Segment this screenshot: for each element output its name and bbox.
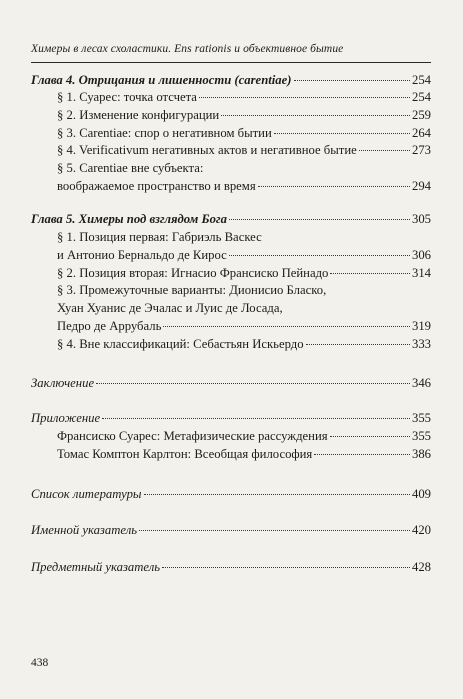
toc-page-number: 409 — [411, 487, 431, 501]
toc-part-entry — [31, 410, 431, 428]
toc-entry-title: § 5. Carentiae вне субъекта: — [57, 161, 204, 175]
toc-section-entry — [31, 318, 431, 336]
toc-entry-title: Заключение — [31, 376, 95, 390]
toc-page-number: 355 — [411, 429, 431, 443]
toc-entry-title: § 1. Позиция первая: Габриэль Васкес — [57, 230, 262, 244]
toc-section-entry — [31, 336, 431, 354]
toc-section-entry — [31, 125, 431, 143]
toc-page-number: 355 — [411, 411, 431, 425]
toc-chapter-entry — [31, 72, 431, 90]
toc-section-entry — [31, 265, 431, 283]
toc-section-entry — [31, 89, 431, 107]
toc-section-entry — [31, 428, 431, 446]
toc-entry-title: § 4. Verificativum негативных актов и негативное бытие — [57, 143, 357, 157]
toc-entry-title: § 2. Изменение конфигурации — [57, 108, 220, 122]
toc-entry-title: Глава 5. Химеры под взглядом Бога — [31, 212, 227, 226]
toc-page-number: 319 — [411, 319, 431, 333]
dot-leader — [229, 255, 410, 256]
toc-section-entry — [31, 300, 431, 318]
toc-entry-title: Приложение — [31, 411, 101, 425]
toc-entry-title: Предметный указатель — [31, 560, 161, 574]
toc-entry-title: Хуан Хуанис де Эчалас и Луис де Лосада, — [57, 301, 283, 315]
header-rule — [31, 62, 431, 63]
toc-entry-title: Педро де Аррубаль — [57, 319, 162, 333]
toc-page-number: 305 — [411, 212, 431, 226]
dot-leader — [274, 133, 410, 134]
dot-leader — [330, 436, 410, 437]
toc-page-number: 333 — [411, 337, 431, 351]
running-head: Химеры в лесах схоластики. Ens rationis и объективное бытие — [31, 43, 344, 55]
toc-part-entry — [31, 375, 431, 393]
toc-section-entry — [31, 446, 431, 464]
toc-page-number: 314 — [411, 266, 431, 280]
toc-page-number: 420 — [411, 523, 431, 537]
dot-leader — [294, 80, 410, 81]
dot-leader — [221, 115, 410, 116]
dot-leader — [330, 273, 410, 274]
toc-section-entry — [31, 247, 431, 265]
toc-page-number: 346 — [411, 376, 431, 390]
toc-entry-title: § 3. Промежуточные варианты: Дионисио Бласко, — [57, 283, 327, 297]
toc-page-number: 273 — [411, 143, 431, 157]
toc-page-number: 259 — [411, 108, 431, 122]
toc-entry-title: § 3. Carentiae: спор о негативном бытии — [57, 126, 272, 140]
dot-leader — [258, 186, 410, 187]
dot-leader — [139, 530, 410, 531]
toc-entry-title: и Антонио Бернальдо де Кирос — [57, 248, 227, 262]
toc-entry-title: воображаемое пространство и время — [57, 179, 256, 193]
toc-entry-title: Именной указатель — [31, 523, 138, 537]
toc-entry-title: § 2. Позиция вторая: Игнасио Франсиско Пейнадо — [57, 266, 329, 280]
toc-page-number: 254 — [411, 90, 431, 104]
toc-page-number: 306 — [411, 248, 431, 262]
dot-leader — [144, 494, 410, 495]
toc-section-entry — [31, 142, 431, 160]
dot-leader — [199, 97, 410, 98]
toc-page-number: 294 — [411, 179, 431, 193]
toc-entry-title: § 1. Суарес: точка отсчета — [57, 90, 197, 104]
toc-part-entry — [31, 486, 431, 504]
dot-leader — [163, 326, 410, 327]
toc-entry-title: § 4. Вне классификаций: Себастьян Искьердо — [57, 337, 304, 351]
toc-section-entry — [31, 107, 431, 125]
toc-entry-title: Список литературы — [31, 487, 142, 501]
toc-entry-title: Томас Комптон Карлтон: Всеобщая философия — [57, 447, 313, 461]
toc-page-number: 254 — [411, 73, 431, 87]
toc-section-entry — [31, 178, 431, 196]
toc-section-entry — [31, 160, 431, 178]
toc-page-number: 264 — [411, 126, 431, 140]
toc-entry-title: Франсиско Суарес: Метафизические рассуждения — [57, 429, 328, 443]
toc-chapter-entry — [31, 211, 431, 229]
toc-part-entry — [31, 522, 431, 540]
dot-leader — [102, 418, 410, 419]
dot-leader — [229, 219, 410, 220]
toc-section-entry — [31, 282, 431, 300]
dot-leader — [306, 344, 410, 345]
dot-leader — [96, 383, 410, 384]
toc-page-number: 386 — [411, 447, 431, 461]
page-number: 438 — [31, 657, 49, 669]
toc-entry-title: Глава 4. Отрицания и лишенности (carentiae) — [31, 73, 292, 87]
dot-leader — [314, 454, 410, 455]
toc-section-entry — [31, 229, 431, 247]
dot-leader — [359, 150, 410, 151]
toc-page-number: 428 — [411, 560, 431, 574]
dot-leader — [162, 567, 410, 568]
toc-part-entry — [31, 559, 431, 577]
